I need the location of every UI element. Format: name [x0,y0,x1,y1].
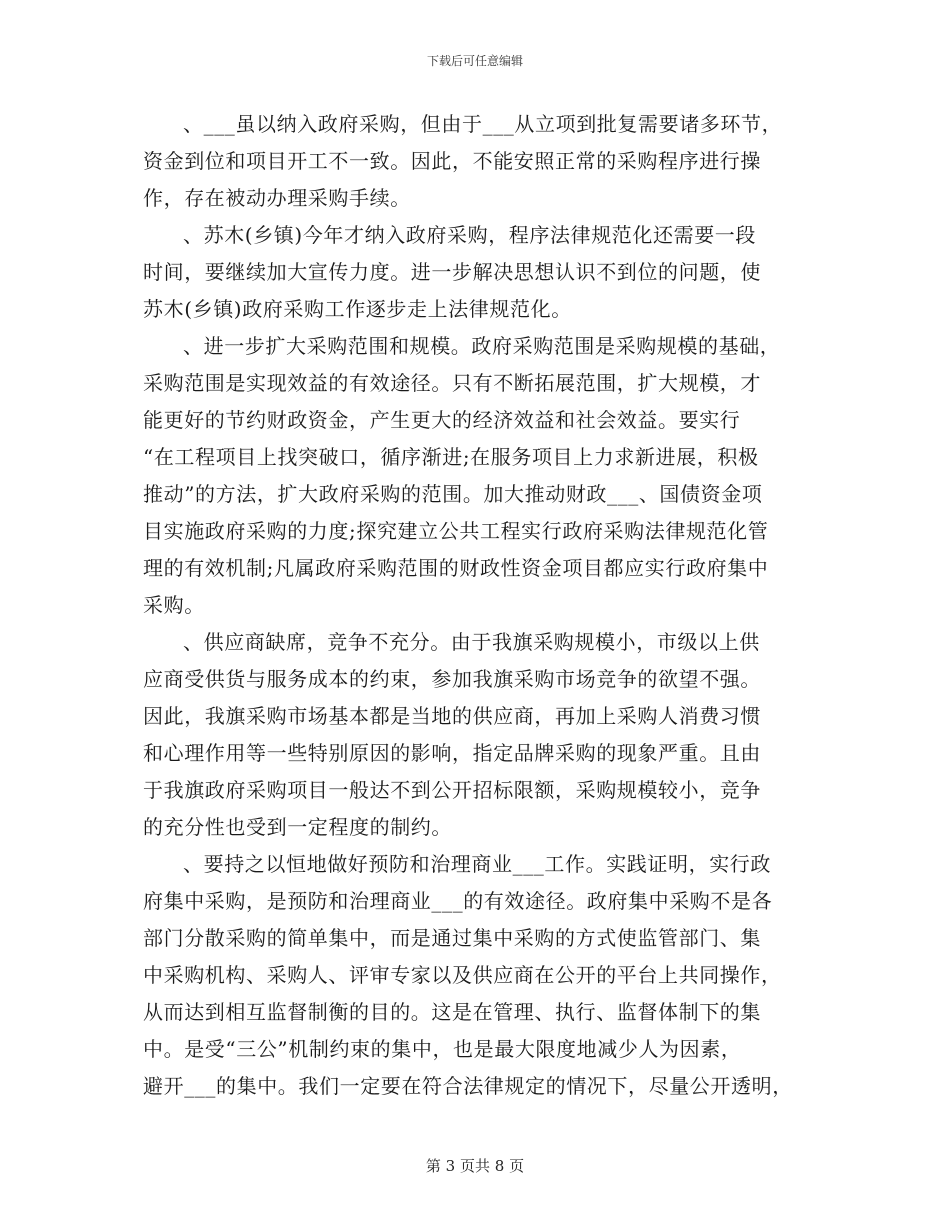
page-header: 下载后可任意编辑 [426,54,523,68]
page-number: 第 3 页共 8 页 [425,1157,525,1175]
text-line: 、苏木(乡镇)今年才纳入政府采购，程序法律规范化还需要一段 [183,223,757,247]
text-line: 、供应商缺席，竞争不充分。由于我旗采购规模小，市级以上供 [183,630,760,654]
text-line: 能更好的节约财政资金，产生更大的经济效益和社会效益。要实行 [143,408,741,432]
text-line: 、要持之以恒地做好预防和治理商业___工作。实践证明，实行政 [183,852,771,876]
text-line: 苏木(乡镇)政府采购工作逐步走上法律规范化。 [143,297,572,321]
text-line: 资金到位和项目开工不一致。因此，不能安照正常的采购程序进行操 [143,149,761,173]
text-line: 于我旗政府采购项目一般达不到公开招标限额，采购规模较小，竞争 [143,778,761,802]
text-line: 部门分散采购的简单集中，而是通过集中采购的方式使监管部门、集 [143,926,761,950]
text-line: 、___虽以纳入政府采购，但由于___从立项到批复需要诸多环节， [183,112,783,136]
document-body [143,106,823,1105]
text-line: 采购范围是实现效益的有效途径。只有不断拓展范围，扩大规模，才 [143,371,761,395]
text-line: 府集中采购，是预防和治理商业___的有效途径。政府集中采购不是各 [143,889,773,913]
text-line: 的充分性也受到一定程度的制约。 [143,815,452,839]
text-line: “在工程项目上找突破口，循序渐进;在服务项目上力求新进展，积极 [143,445,759,469]
text-line: 采购。 [143,593,205,617]
text-line: 避开___的集中。我们一定要在符合法律规定的情况下，尽量公开透明， [143,1074,793,1098]
text-line: 目实施政府采购的力度;探究建立公共工程实行政府采购法律规范化管 [143,519,769,543]
text-line: 和心理作用等一些特别原因的影响，指定品牌采购的现象严重。且由 [143,741,761,765]
text-line: 推动”的方法，扩大政府采购的范围。加大推动财政___、国债资金项 [143,482,763,506]
text-line: 从而达到相互监督制衡的目的。这是在管理、执行、监督体制下的集 [143,1000,761,1024]
text-line: 中采购机构、采购人、评审专家以及供应商在公开的平台上共同操作， [143,963,782,987]
text-line: 中。是受“三公”机制约束的集中，也是最大限度地减少人为因素， [143,1037,742,1061]
text-line: 应商受供货与服务成本的约束，参加我旗采购市场竞争的欲望不强。 [143,667,761,691]
text-line: 理的有效机制;凡属政府采购范围的财政性资金项目都应实行政府集中 [143,556,769,580]
text-line: 作，存在被动办理采购手续。 [143,186,411,210]
text-line: 、进一步扩大采购范围和规模。政府采购范围是采购规模的基础， [183,334,781,358]
text-line: 因此，我旗采购市场基本都是当地的供应商，再加上采购人消费习惯 [143,704,761,728]
text-line: 时间，要继续加大宣传力度。进一步解决思想认识不到位的问题，使 [143,260,761,284]
